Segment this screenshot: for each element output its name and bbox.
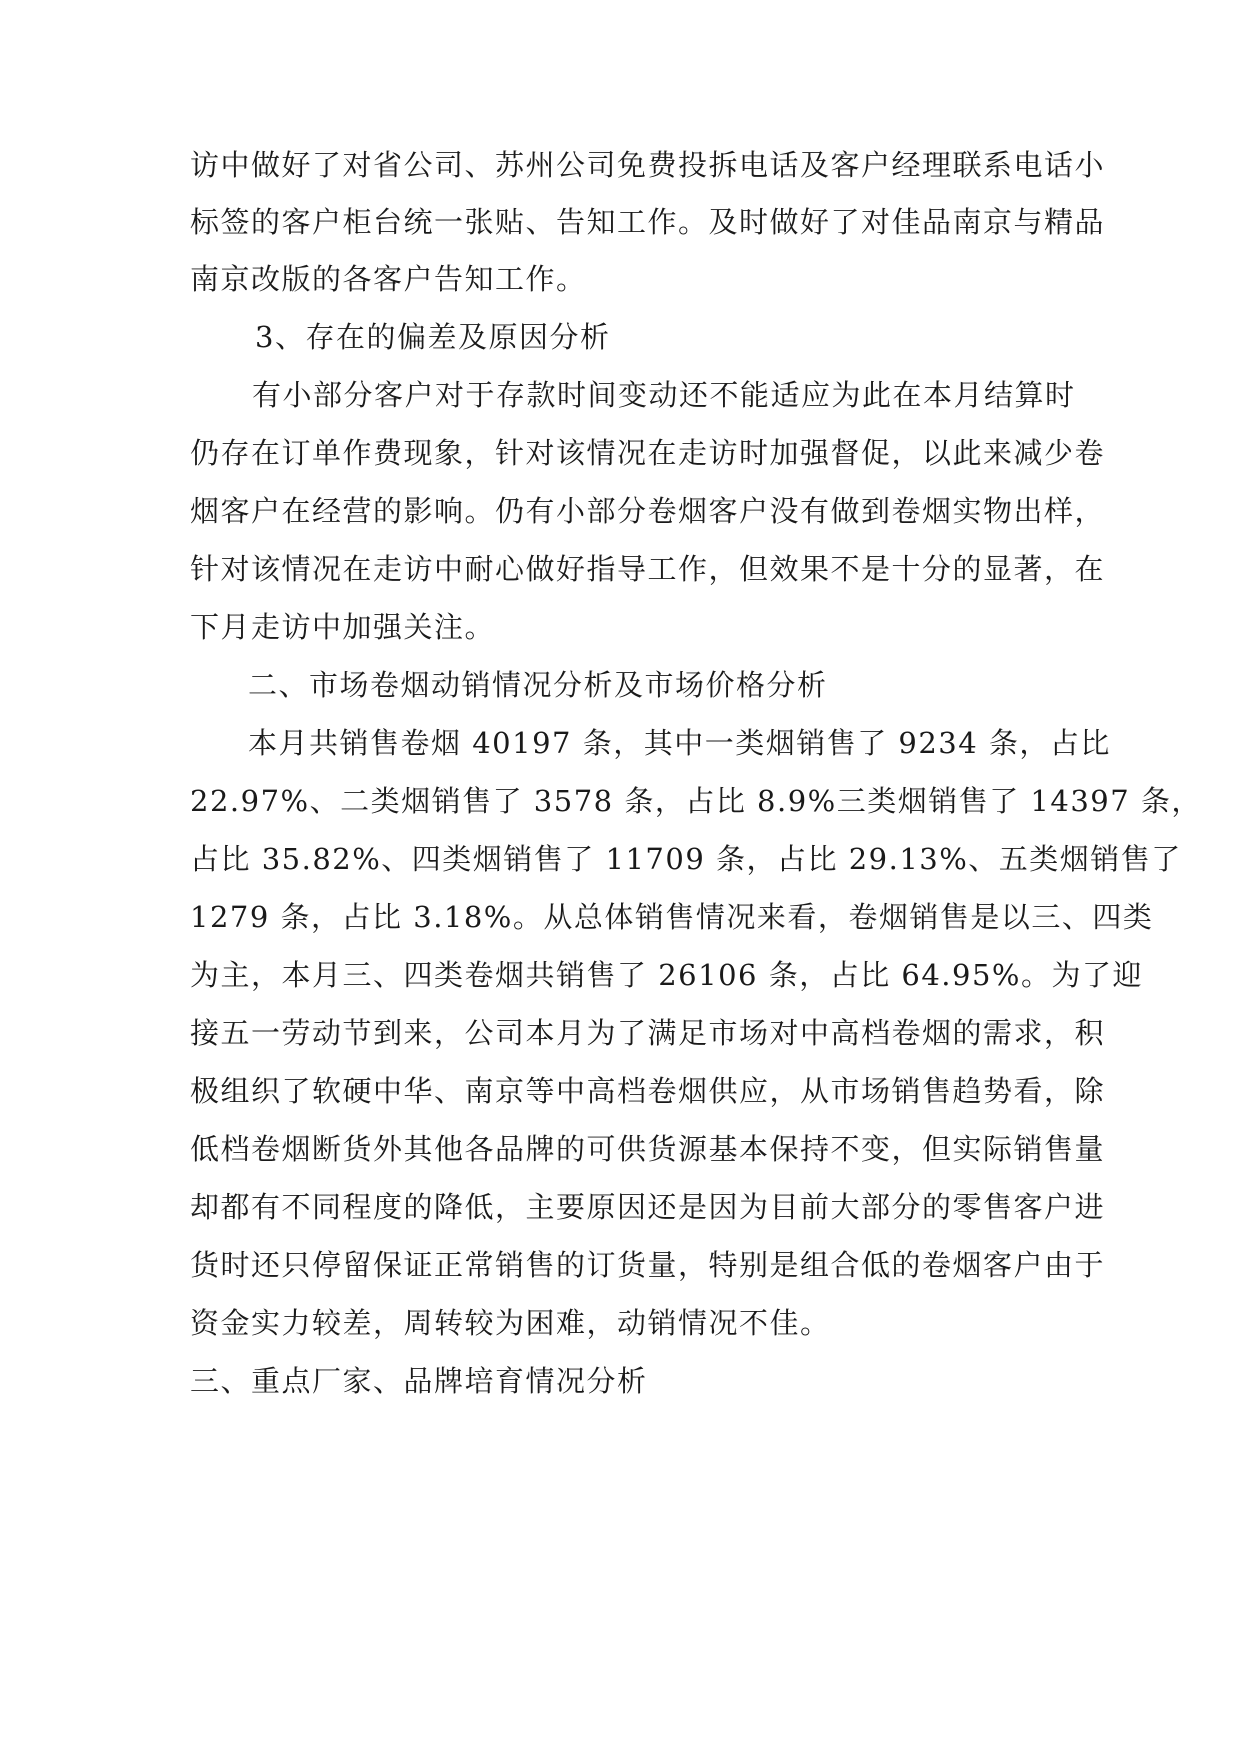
- paragraph-line: 南京改版的各客户告知工作。: [190, 262, 587, 296]
- paragraph-line: 烟客户在经营的影响。仍有小部分卷烟客户没有做到卷烟实物出样，: [190, 494, 1106, 528]
- paragraph-line: 本月共销售卷烟 40197 条，其中一类烟销售了 9234 条，占比: [248, 726, 1111, 760]
- paragraph-line: 占比 35.82%、四类烟销售了 11709 条，占比 29.13%、五类烟销售了: [190, 842, 1182, 876]
- paragraph-line: 为主，本月三、四类卷烟共销售了 26106 条，占比 64.95%。为了迎: [190, 958, 1143, 992]
- paragraph-line: 货时还只停留保证正常销售的订货量，特别是组合低的卷烟客户由于: [190, 1248, 1106, 1282]
- paragraph-line: 下月走访中加强关注。: [190, 610, 496, 644]
- paragraph-line: 访中做好了对省公司、苏州公司免费投拆电话及客户经理联系电话小: [190, 148, 1106, 182]
- section-heading: 3、存在的偏差及原因分析: [255, 320, 611, 354]
- paragraph-line: 资金实力较差，周转较为困难，动销情况不佳。: [190, 1306, 831, 1340]
- paragraph-line: 极组织了软硬中华、南京等中高档卷烟供应，从市场销售趋势看，除: [190, 1074, 1106, 1108]
- paragraph-line: 针对该情况在走访中耐心做好指导工作，但效果不是十分的显著，在: [190, 552, 1106, 586]
- paragraph-line: 仍存在订单作费现象，针对该情况在走访时加强督促，以此来减少卷: [190, 436, 1106, 470]
- paragraph-line: 22.97%、二类烟销售了 3578 条，占比 8.9%三类烟销售了 14397 条，: [190, 784, 1202, 818]
- paragraph-line: 低档卷烟断货外其他各品牌的可供货源基本保持不变，但实际销售量: [190, 1132, 1106, 1166]
- paragraph-line: 接五一劳动节到来，公司本月为了满足市场对中高档卷烟的需求，积: [190, 1016, 1106, 1050]
- section-heading: 三、重点厂家、品牌培育情况分析: [190, 1364, 648, 1398]
- section-heading: 二、市场卷烟动销情况分析及市场价格分析: [248, 668, 828, 702]
- paragraph-line: 标签的客户柜台统一张贴、告知工作。及时做好了对佳品南京与精品: [190, 205, 1106, 239]
- paragraph-line: 1279 条，占比 3.18%。从总体销售情况来看，卷烟销售是以三、四类: [190, 900, 1154, 934]
- paragraph-line: 却都有不同程度的降低，主要原因还是因为目前大部分的零售客户进: [190, 1190, 1106, 1224]
- paragraph-line: 有小部分客户对于存款时间变动还不能适应为此在本月结算时: [252, 378, 1076, 412]
